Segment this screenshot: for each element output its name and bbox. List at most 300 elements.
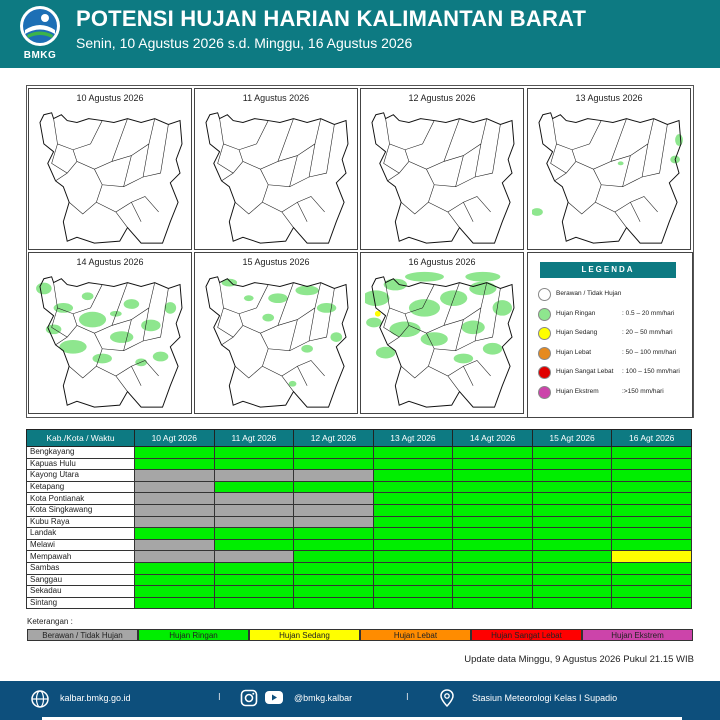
table-row (27, 504, 692, 516)
forecast-cell-ringan (294, 562, 374, 574)
forecast-cell-ringan (373, 481, 453, 493)
forecast-cell-ringan (612, 516, 692, 528)
rain-area (454, 354, 473, 364)
forecast-cell-ringan (453, 562, 533, 574)
table-row (27, 470, 692, 482)
forecast-cell-ringan (453, 470, 533, 482)
region-name: Ketapang (27, 481, 135, 493)
regency-boundary (278, 119, 321, 162)
keterangan-item: Berawan / Tidak Hujan (27, 629, 138, 641)
legend-swatch (538, 327, 551, 340)
regency-boundary (615, 202, 640, 221)
regency-boundary (405, 119, 459, 170)
legend-swatch (538, 347, 551, 360)
rain-area (244, 295, 254, 301)
rain-area (389, 322, 420, 338)
region-name: Landak (27, 528, 135, 540)
footer-separator: I (406, 692, 409, 703)
forecast-cell-ringan (532, 493, 612, 505)
rain-area (317, 303, 336, 313)
forecast-cell-ringan (373, 597, 453, 609)
regency-boundary (239, 283, 293, 334)
regency-boundary (143, 288, 168, 341)
forecast-cell-ringan (214, 447, 294, 459)
regency-boundary (428, 202, 459, 227)
regency-boundary (568, 185, 601, 214)
forecast-cell-berawan (135, 493, 215, 505)
kalbar-map (365, 105, 519, 247)
rain-area (675, 134, 683, 146)
forecast-cell-berawan (214, 516, 294, 528)
forecast-cell-ringan (214, 574, 294, 586)
update-text: Update data Minggu, 9 Agustus 2026 Pukul 21.15 WIB (464, 654, 694, 665)
table-row (27, 493, 692, 505)
regency-boundary (131, 196, 158, 212)
rain-area (483, 343, 502, 355)
forecast-cell-ringan (373, 562, 453, 574)
table-row (27, 481, 692, 493)
region-name: Sanggau (27, 574, 135, 586)
forecast-cell-ringan (373, 551, 453, 563)
table-row (27, 539, 692, 551)
regency-boundary (220, 119, 269, 150)
social-handle[interactable]: @bmkg.kalbar (294, 693, 353, 703)
rain-area (532, 208, 543, 216)
regency-boundary (595, 202, 626, 227)
region-name: Kapuas Hulu (27, 458, 135, 470)
rain-map (360, 88, 524, 250)
legend-range: : 0.5 – 20 mm/hari (622, 309, 675, 317)
legend-swatch (538, 308, 551, 321)
forecast-cell-ringan (294, 574, 374, 586)
regency-boundary (54, 283, 103, 314)
map-date-title: 15 Agustus 2026 (242, 257, 310, 267)
province-outline (40, 277, 182, 407)
map-date-title: 13 Agustus 2026 (575, 93, 643, 103)
legend-title: LEGENDA (540, 262, 676, 278)
legend-item (536, 385, 692, 401)
forecast-cell-ringan (135, 562, 215, 574)
regency-boundary (262, 366, 293, 391)
regency-boundary (260, 320, 297, 351)
regency-boundary (124, 144, 149, 187)
rain-area (409, 299, 440, 317)
forecast-cell-ringan (214, 528, 294, 540)
rain-map (28, 88, 192, 250)
regency-boundary (475, 124, 500, 177)
forecast-cell-sedang (612, 551, 692, 563)
forecast-cell-ringan (294, 551, 374, 563)
regency-boundary (572, 119, 626, 170)
rain-area (141, 320, 160, 332)
rain-map (194, 252, 358, 414)
forecast-cell-ringan (135, 574, 215, 586)
region-name: Sekadau (27, 586, 135, 598)
regency-boundary (384, 144, 409, 173)
regency-boundary (297, 196, 324, 212)
forecast-cell-ringan (214, 562, 294, 574)
forecast-cell-ringan (532, 458, 612, 470)
legend-label: Hujan Sangat Lebat (556, 368, 614, 375)
keterangan-item: Hujan Lebat (360, 629, 471, 641)
forecast-cell-ringan (612, 481, 692, 493)
instagram-icon[interactable] (240, 689, 258, 709)
forecast-cell-ringan (373, 493, 453, 505)
footer-separator: I (218, 692, 221, 703)
forecast-cell-berawan (214, 551, 294, 563)
forecast-cell-ringan (612, 493, 692, 505)
legend-range: :>150 mm/hari (622, 387, 664, 395)
forecast-cell-ringan (214, 539, 294, 551)
regency-boundary (235, 349, 268, 378)
forecast-cell-ringan (453, 481, 533, 493)
keterangan-item: Hujan Ekstrem (582, 629, 693, 641)
forecast-cell-ringan (135, 447, 215, 459)
forecast-cell-ringan (294, 586, 374, 598)
forecast-cell-ringan (453, 458, 533, 470)
regency-boundary (94, 156, 131, 187)
regency-boundary (309, 124, 334, 177)
forecast-cell-ringan (612, 470, 692, 482)
regency-boundary (96, 366, 127, 391)
province-outline (539, 113, 681, 243)
table-date-header: 10 Agt 2026 (135, 430, 215, 447)
forecast-cell-ringan (135, 458, 215, 470)
table-date-header: 11 Agt 2026 (214, 430, 294, 447)
map-date-title: 12 Agustus 2026 (408, 93, 476, 103)
forecast-cell-ringan (373, 470, 453, 482)
regency-boundary (239, 119, 293, 170)
legend-range: : 100 – 150 mm/hari (622, 368, 680, 375)
regency-boundary (426, 156, 463, 187)
kalbar-map (199, 269, 353, 411)
province-outline (372, 113, 514, 243)
rain-area (330, 332, 342, 342)
region-name: Sintang (27, 597, 135, 609)
table-header-row (27, 430, 692, 447)
forecast-cell-ringan (532, 516, 612, 528)
regency-boundary (611, 119, 654, 162)
rain-area (365, 290, 389, 306)
map-date-title: 10 Agustus 2026 (76, 93, 144, 103)
rain-area (110, 331, 133, 343)
regency-boundary (116, 202, 141, 221)
forecast-cell-ringan (612, 528, 692, 540)
regency-boundary (262, 202, 293, 227)
regency-boundary (96, 202, 127, 227)
forecast-cell-berawan (214, 470, 294, 482)
region-name: Kayong Utara (27, 470, 135, 482)
legend-item (536, 365, 692, 381)
regency-boundary (593, 156, 630, 187)
map-date-title: 16 Agustus 2026 (408, 257, 476, 267)
forecast-cell-ringan (294, 481, 374, 493)
forecast-cell-ringan (135, 528, 215, 540)
regency-boundary (116, 366, 141, 385)
forecast-cell-berawan (294, 470, 374, 482)
forecast-cell-berawan (294, 516, 374, 528)
region-name: Kubu Raya (27, 516, 135, 528)
table-date-header: 13 Agt 2026 (373, 430, 453, 447)
forecast-cell-ringan (532, 528, 612, 540)
regency-boundary (260, 156, 297, 187)
regency-boundary (218, 144, 243, 173)
regency-boundary (297, 360, 324, 376)
region-name: Kota Pontianak (27, 493, 135, 505)
forecast-cell-berawan (214, 493, 294, 505)
table-row (27, 447, 692, 459)
keterangan-item: Hujan Ringan (138, 629, 249, 641)
regency-boundary (69, 185, 102, 214)
forecast-cell-ringan (532, 504, 612, 516)
regency-boundary (52, 144, 77, 173)
forecast-cell-ringan (453, 528, 533, 540)
legend-swatch (538, 288, 551, 301)
forecast-cell-ringan (612, 539, 692, 551)
rain-area (493, 300, 512, 316)
table-date-header: 12 Agt 2026 (294, 430, 374, 447)
regency-boundary (112, 119, 155, 162)
rain-area (465, 272, 500, 282)
kalbar-map (33, 269, 187, 411)
forecast-cell-ringan (612, 447, 692, 459)
forecast-cell-ringan (612, 574, 692, 586)
regency-boundary (222, 337, 234, 345)
youtube-icon[interactable] (264, 689, 284, 709)
regency-boundary (456, 144, 481, 187)
keterangan-label: Keterangan : (27, 617, 73, 626)
forecast-cell-berawan (135, 481, 215, 493)
location-pin-icon (440, 689, 454, 709)
map-date-title: 11 Agustus 2026 (242, 93, 310, 103)
rain-area (92, 354, 111, 364)
table-row (27, 574, 692, 586)
table-row (27, 528, 692, 540)
kalbar-map (532, 105, 686, 247)
forecast-cell-ringan (135, 586, 215, 598)
table-row (27, 516, 692, 528)
forecast-cell-ringan (453, 551, 533, 563)
table-date-header: 14 Agt 2026 (453, 430, 533, 447)
legend-label: Hujan Sedang (556, 329, 598, 336)
page-subtitle: Senin, 10 Agustus 2026 s.d. Minggu, 16 Agustus 2026 (76, 35, 413, 51)
keterangan-item: Hujan Sangat Lebat (471, 629, 582, 641)
regency-boundary (290, 308, 315, 351)
forecast-cell-ringan (453, 516, 533, 528)
regency-boundary (222, 173, 234, 181)
legend-range: : 20 – 50 mm/hari (622, 329, 673, 336)
region-name: Mempawah (27, 551, 135, 563)
forecast-cell-ringan (373, 516, 453, 528)
header (0, 0, 720, 68)
rain-area (82, 292, 94, 300)
forecast-cell-ringan (453, 539, 533, 551)
forecast-cell-ringan (294, 539, 374, 551)
rain-area (301, 345, 313, 353)
legend-swatch (538, 366, 551, 379)
forecast-cell-ringan (532, 597, 612, 609)
rain-area (262, 314, 274, 322)
page-title: POTENSI HUJAN HARIAN KALIMANTAN BARAT (76, 6, 587, 31)
forecast-cell-ringan (373, 447, 453, 459)
rain-map (28, 252, 192, 414)
rain-map (360, 252, 524, 414)
forecast-cell-ringan (612, 504, 692, 516)
regency-boundary (73, 119, 127, 170)
legend (527, 252, 693, 418)
rain-map (194, 88, 358, 250)
rain-map (527, 88, 691, 250)
rain-area (268, 293, 287, 303)
forecast-cell-ringan (532, 562, 612, 574)
forecast-cell-ringan (214, 586, 294, 598)
kalbar-map (199, 105, 353, 247)
forecast-cell-berawan (135, 516, 215, 528)
regency-boundary (56, 173, 68, 181)
regency-boundary (386, 119, 435, 150)
forecast-cell-ringan (532, 551, 612, 563)
rain-area (461, 321, 484, 335)
forecast-cell-ringan (612, 562, 692, 574)
forecast-cell-ringan (294, 447, 374, 459)
forecast-cell-ringan (532, 470, 612, 482)
regency-boundary (218, 308, 243, 337)
table-row (27, 586, 692, 598)
station-name: Stasiun Meteorologi Kelas I Supadio (472, 693, 618, 703)
regency-boundary (143, 124, 168, 177)
keterangan-item: Hujan Sedang (249, 629, 360, 641)
regency-boundary (555, 173, 567, 181)
rain-area (36, 283, 52, 295)
forecast-table (26, 429, 692, 609)
regency-boundary (54, 119, 103, 150)
rain-area (618, 161, 624, 165)
legend-label: Berawan / Tidak Hujan (556, 290, 622, 297)
table-date-header: 16 Agt 2026 (612, 430, 692, 447)
regency-boundary (401, 185, 434, 214)
legend-label: Hujan Ekstrem (556, 387, 599, 395)
legend-item (536, 326, 692, 342)
province-outline (40, 113, 182, 243)
regency-boundary (448, 202, 473, 221)
regency-boundary (444, 119, 487, 162)
forecast-cell-ringan (453, 447, 533, 459)
legend-item (536, 287, 692, 303)
forecast-cell-berawan (294, 493, 374, 505)
forecast-cell-ringan (214, 481, 294, 493)
rain-area (289, 381, 297, 387)
legend-range: : 50 – 100 mm/hari (622, 348, 677, 356)
regency-boundary (551, 144, 576, 173)
table-row (27, 551, 692, 563)
web-icon (30, 689, 50, 711)
regency-boundary (388, 337, 400, 345)
regency-boundary (401, 349, 434, 378)
forecast-cell-ringan (373, 528, 453, 540)
rain-area (79, 312, 106, 328)
forecast-cell-ringan (373, 574, 453, 586)
forecast-cell-ringan (294, 528, 374, 540)
kalbar-map (365, 269, 519, 411)
regency-boundary (642, 124, 667, 177)
forecast-cell-berawan (294, 504, 374, 516)
regency-boundary (388, 173, 400, 181)
regency-boundary (553, 119, 602, 150)
rain-area (421, 332, 448, 346)
forecast-cell-ringan (135, 597, 215, 609)
forecast-cell-ringan (453, 597, 533, 609)
forecast-cell-ringan (612, 458, 692, 470)
forecast-cell-ringan (532, 586, 612, 598)
forecast-cell-ringan (532, 574, 612, 586)
logo-text: BMKG (23, 50, 57, 61)
regency-boundary (235, 185, 268, 214)
forecast-cell-ringan (453, 493, 533, 505)
regency-boundary (428, 366, 459, 391)
legend-item (536, 346, 692, 362)
forecast-cell-ringan (373, 504, 453, 516)
regency-boundary (623, 144, 648, 187)
regency-boundary (630, 196, 657, 212)
website-link[interactable]: kalbar.bmkg.go.id (60, 693, 131, 703)
legend-item (536, 307, 692, 323)
rain-area (124, 299, 140, 309)
regency-boundary (463, 196, 490, 212)
forecast-cell-berawan (214, 504, 294, 516)
legend-swatch (538, 386, 551, 399)
table-corner-header: Kab./Kota / Waktu (27, 430, 135, 447)
forecast-cell-ringan (612, 586, 692, 598)
forecast-cell-ringan (373, 586, 453, 598)
forecast-cell-berawan (135, 470, 215, 482)
bmkg-logo (14, 4, 66, 64)
forecast-cell-ringan (373, 458, 453, 470)
forecast-cell-ringan (373, 539, 453, 551)
table-row (27, 458, 692, 470)
rain-area (366, 318, 382, 328)
regency-boundary (282, 202, 307, 221)
forecast-cell-ringan (453, 574, 533, 586)
bmkg-logo-icon (17, 4, 63, 48)
forecast-cell-berawan (135, 504, 215, 516)
province-outline (206, 113, 348, 243)
regency-boundary (309, 288, 334, 341)
regency-boundary (448, 366, 473, 385)
rain-area (405, 272, 444, 282)
rain-area (110, 311, 122, 317)
forecast-cell-ringan (532, 481, 612, 493)
forecast-cell-ringan (294, 458, 374, 470)
rain-area (164, 302, 176, 314)
region-name: Bengkayang (27, 447, 135, 459)
rain-area (153, 352, 169, 362)
footer (0, 681, 720, 720)
forecast-cell-ringan (294, 597, 374, 609)
forecast-cell-ringan (532, 447, 612, 459)
forecast-cell-ringan (214, 597, 294, 609)
keterangan-bar (27, 629, 693, 641)
forecast-cell-berawan (135, 539, 215, 551)
legend-label: Hujan Ringan (556, 309, 596, 317)
map-date-title: 14 Agustus 2026 (76, 257, 144, 267)
forecast-cell-ringan (453, 586, 533, 598)
legend-label: Hujan Lebat (556, 348, 592, 356)
forecast-cell-berawan (135, 551, 215, 563)
forecast-cell-ringan (453, 504, 533, 516)
kalbar-map (33, 105, 187, 247)
forecast-cell-ringan (214, 458, 294, 470)
region-name: Melawi (27, 539, 135, 551)
